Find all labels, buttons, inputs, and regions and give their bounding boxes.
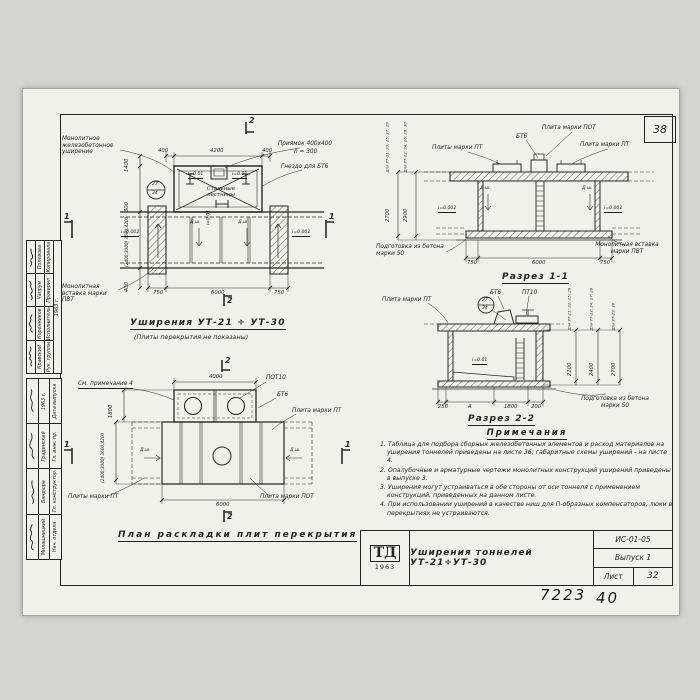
plan-dim-left-2: 300 bbox=[123, 201, 130, 213]
section-mark-1-right: 1 bbox=[345, 440, 351, 449]
stamp-role: Исполнитель bbox=[46, 306, 52, 340]
s22-col2-val: 2400 bbox=[588, 362, 595, 377]
plan-insert-label: Монолитная вставка марки ПВТ bbox=[62, 284, 107, 304]
signature-scribble bbox=[27, 423, 38, 468]
plates-pts-label: Плиты марки ПТ bbox=[68, 494, 119, 500]
s22-col3-val: 2700 bbox=[610, 362, 617, 377]
plan-joint-right: Д.ш. bbox=[238, 220, 249, 225]
stamp-lower-signatures bbox=[27, 379, 39, 559]
s22-prep-label: Подготовка из бетона марки 50 bbox=[581, 396, 649, 409]
section-mark-2-bottom: 2 bbox=[227, 296, 233, 305]
stamp-role: Гл. инж. пр. bbox=[50, 423, 61, 468]
s11-col1-val: 2700 bbox=[384, 208, 391, 223]
sheet-word: Лист bbox=[594, 568, 634, 585]
stamp-upper-names bbox=[36, 241, 45, 373]
s22-col1-val: 2100 bbox=[566, 362, 573, 377]
s22-bt6-label: БТ6 bbox=[490, 290, 502, 296]
stamp-name: Милашницкий bbox=[39, 514, 50, 559]
plates-dim-1800: 1800 bbox=[107, 404, 114, 419]
s11-pt-left-label: Плиты марки ПТ bbox=[432, 145, 483, 151]
plan-socket-label: Гнездо для БТ6 bbox=[281, 164, 329, 170]
section-mark-2-top: 2 bbox=[249, 116, 255, 125]
plates-bt6-label: БТ6 bbox=[277, 392, 289, 398]
logo-year-text: 1963 bbox=[374, 562, 396, 571]
signature-scribble bbox=[27, 379, 38, 423]
signature-scribble bbox=[27, 514, 38, 559]
document-code: ИС-01-05 bbox=[594, 531, 672, 549]
plan-dim-left-3: (2400;3000) 3600;4200 bbox=[124, 216, 130, 267]
section-1-1-linework bbox=[376, 116, 676, 292]
note-item: 1. Таблица для подбора сборных железобетонных элементов и расход материалов на уширения тоннелей приведены на листе 36; габаритные схемы уширений - на листе 4. bbox=[380, 441, 668, 465]
stamp-name: Градинский bbox=[39, 423, 50, 468]
stamp-role: Проверил bbox=[45, 273, 53, 306]
plan-slope-mid: i=0.01 bbox=[206, 209, 212, 226]
plan-ladders-label: Стальные лестницы bbox=[207, 186, 235, 199]
hand-number-2: 40 bbox=[596, 589, 620, 607]
plan-detail-top: 27 bbox=[152, 182, 158, 187]
section-2-2-title: Разрез 2-2 bbox=[468, 414, 536, 424]
plan-detail-bottom: 34 bbox=[152, 191, 158, 196]
slab-layout-drawing bbox=[64, 356, 380, 556]
section-mark-1-left: 1 bbox=[64, 212, 70, 221]
section-2-2-drawing bbox=[376, 287, 676, 430]
stamp-role: Гл. конструктор bbox=[50, 469, 61, 514]
section-1-1-drawing bbox=[376, 116, 676, 292]
s11-dim-6000: 6000 bbox=[532, 260, 546, 266]
s11-joint-right: Д.ш. bbox=[582, 186, 593, 191]
s22-detail-bottom: 34 bbox=[482, 306, 488, 311]
plan-widening-drawing bbox=[62, 116, 374, 348]
stamp-year-text: 1963 г. bbox=[54, 297, 60, 317]
dim-4200: 4200 bbox=[210, 148, 224, 154]
s11-dim-750-right: 750 bbox=[600, 260, 611, 266]
hand-number-1: 7223 bbox=[540, 586, 587, 604]
s11-slope-right: i=0.002 bbox=[604, 206, 623, 211]
s22-col2-for: Для УТ-23; 24; 27; 28 bbox=[588, 287, 594, 331]
signature-scribble bbox=[27, 273, 35, 306]
plan-slope-left: i=0.002 bbox=[121, 230, 140, 235]
stamp-role: Рук. группы bbox=[45, 340, 53, 373]
plan-dim-left-1: 1400 bbox=[123, 158, 130, 173]
s22-dim-200: 200 bbox=[531, 404, 542, 410]
plan-pit-label: Приямок 400х400 bbox=[278, 141, 333, 147]
note-item: 3. Уширения могут устраиваться в обе стороны от оси тоннеля с применением конструкций, приведенных на данном листе. bbox=[380, 483, 641, 500]
dim-6000: 6000 bbox=[211, 290, 225, 296]
issue-number: Выпуск 1 bbox=[594, 549, 672, 567]
notes-block bbox=[380, 428, 674, 519]
plan-slope-pit-right: i=0.01 bbox=[232, 172, 248, 177]
design-institute-logo bbox=[361, 531, 410, 585]
sheet-number: 32 bbox=[647, 571, 659, 582]
signature-scribble bbox=[27, 340, 35, 373]
logo-td-text: ТД bbox=[370, 545, 401, 562]
stamp-lower-names bbox=[39, 379, 51, 559]
s11-col1-for: Для УТ-21; 23; 25; 27; 29 bbox=[384, 122, 390, 173]
plates-pot10-label: ПОТ10 bbox=[266, 375, 286, 381]
stamp-lower-roles bbox=[50, 379, 61, 559]
stamp-name: Полевова bbox=[37, 245, 43, 270]
plan-joint-left: Д.ш. bbox=[190, 220, 201, 225]
corner-number-text: 38 bbox=[653, 123, 667, 136]
dim-750-left: 750 bbox=[153, 290, 164, 296]
stamp-role: Дата выпуска bbox=[53, 383, 59, 419]
s11-bt6-label: БТ6 bbox=[516, 134, 528, 140]
s11-pt-right-label: Плита марки ПТ bbox=[580, 142, 630, 148]
plates-dim-strip: (2400;3000) 3600;4200 bbox=[100, 432, 106, 483]
slab-layout-title: План раскладки плит перекрытия bbox=[118, 530, 358, 540]
stamp-upper-year bbox=[54, 241, 61, 373]
dim-400-left: 400 bbox=[158, 148, 169, 154]
s22-dim-1800: 1800 bbox=[504, 404, 518, 410]
s11-insert-label: Монолитная вставка марки ПВТ bbox=[595, 242, 659, 255]
drawing-title: Уширения тоннелей УТ-21÷УТ-30 bbox=[410, 531, 594, 585]
s22-dim-250: 250 bbox=[438, 404, 449, 410]
plates-note-label: См. примечание 4 bbox=[78, 381, 133, 389]
section-mark-1-right: 1 bbox=[329, 212, 335, 221]
s11-slope-left: i=0.002 bbox=[438, 206, 457, 211]
plan-dim-left-4: 400 bbox=[123, 281, 130, 293]
s22-col1-for: Для УТ-21; 22; 25; 26 bbox=[566, 287, 572, 331]
s11-col2-val: 2900 bbox=[402, 208, 409, 223]
title-block-right bbox=[594, 531, 672, 585]
notes-heading-text: Примечания bbox=[486, 428, 568, 438]
title-block bbox=[360, 530, 673, 586]
s22-pt10-label: ПТ10 bbox=[522, 290, 538, 296]
note-item: 4. При использовании уширений в качестве ниш для П-образных компенсаторов, люки в перекрытиях не устраиваются. bbox=[380, 501, 673, 517]
stamp-role: Нач. отдела bbox=[50, 514, 61, 559]
s22-detail-top: 27 bbox=[482, 298, 488, 303]
stamp-name: Бандюра bbox=[39, 469, 50, 514]
stamp-upper-signatures bbox=[27, 241, 36, 373]
s22-col3-for: Для УТ-29; 30 bbox=[610, 302, 616, 331]
stamp-upper-roles bbox=[45, 241, 54, 373]
stamp-name: Коренников bbox=[37, 308, 43, 339]
notes-heading bbox=[380, 428, 674, 438]
s11-pot-label: Плита марки ПОТ bbox=[542, 125, 596, 131]
section-mark-2-bottom: 2 bbox=[227, 512, 233, 521]
stamp-name: 1963 г. bbox=[41, 392, 47, 411]
s11-col2-for: Для УТ-22; 24; 26; 28; 30 bbox=[402, 122, 408, 173]
stamp-name: Чапрун bbox=[36, 273, 44, 306]
dim-750-right: 750 bbox=[274, 290, 285, 296]
plates-pot-label: Плита марки ПОТ bbox=[260, 494, 314, 500]
plates-dim-6000: 6000 bbox=[216, 502, 230, 508]
s22-slope: i=0.01 bbox=[472, 358, 488, 363]
s11-joint-left: Д.ш. bbox=[480, 186, 491, 191]
signature-scribble bbox=[27, 241, 35, 273]
stamp-role: Копировала bbox=[46, 241, 52, 273]
sheet-row bbox=[594, 568, 672, 585]
plates-pt-label: Плита марки ПТ bbox=[292, 408, 342, 414]
plan-widening-label: Монолитное железобетонное уширение bbox=[62, 136, 114, 156]
section-mark-2-top: 2 bbox=[225, 356, 231, 365]
signature-scribble bbox=[27, 307, 35, 340]
stamp-name: Кравский bbox=[36, 340, 44, 373]
section-1-1-title: Разрез 1-1 bbox=[502, 272, 570, 282]
plates-joint-right: Д.ш. bbox=[290, 448, 301, 453]
plan-title: Уширения УТ-21 ÷ УТ-30 bbox=[130, 318, 286, 328]
section-mark-1-left: 1 bbox=[64, 440, 70, 449]
plates-joint-left: Д.ш. bbox=[140, 448, 151, 453]
s11-prep-label: Подготовка из бетона марки 50 bbox=[376, 244, 444, 257]
dim-400-right: 400 bbox=[262, 148, 273, 154]
s22-dim-A: А bbox=[468, 404, 472, 410]
plan-pit-height-label: h = 300 bbox=[294, 149, 318, 155]
s11-dim-750-left: 750 bbox=[467, 260, 478, 266]
note-item: 2. Опалубочные и арматурные чертежи монолитных конструкций уширений приведены в выпуске 3. bbox=[380, 466, 671, 482]
plan-slope-right: i=0.002 bbox=[292, 230, 311, 235]
s22-pt-label: Плита марки ПТ bbox=[382, 297, 432, 303]
plan-subtitle: (Плиты перекрытия не показаны) bbox=[134, 333, 249, 341]
plates-dim-4000: 4000 bbox=[209, 374, 223, 380]
plan-slope-pit-left: i=0.01 bbox=[188, 172, 204, 177]
signature-scribble bbox=[27, 469, 38, 514]
